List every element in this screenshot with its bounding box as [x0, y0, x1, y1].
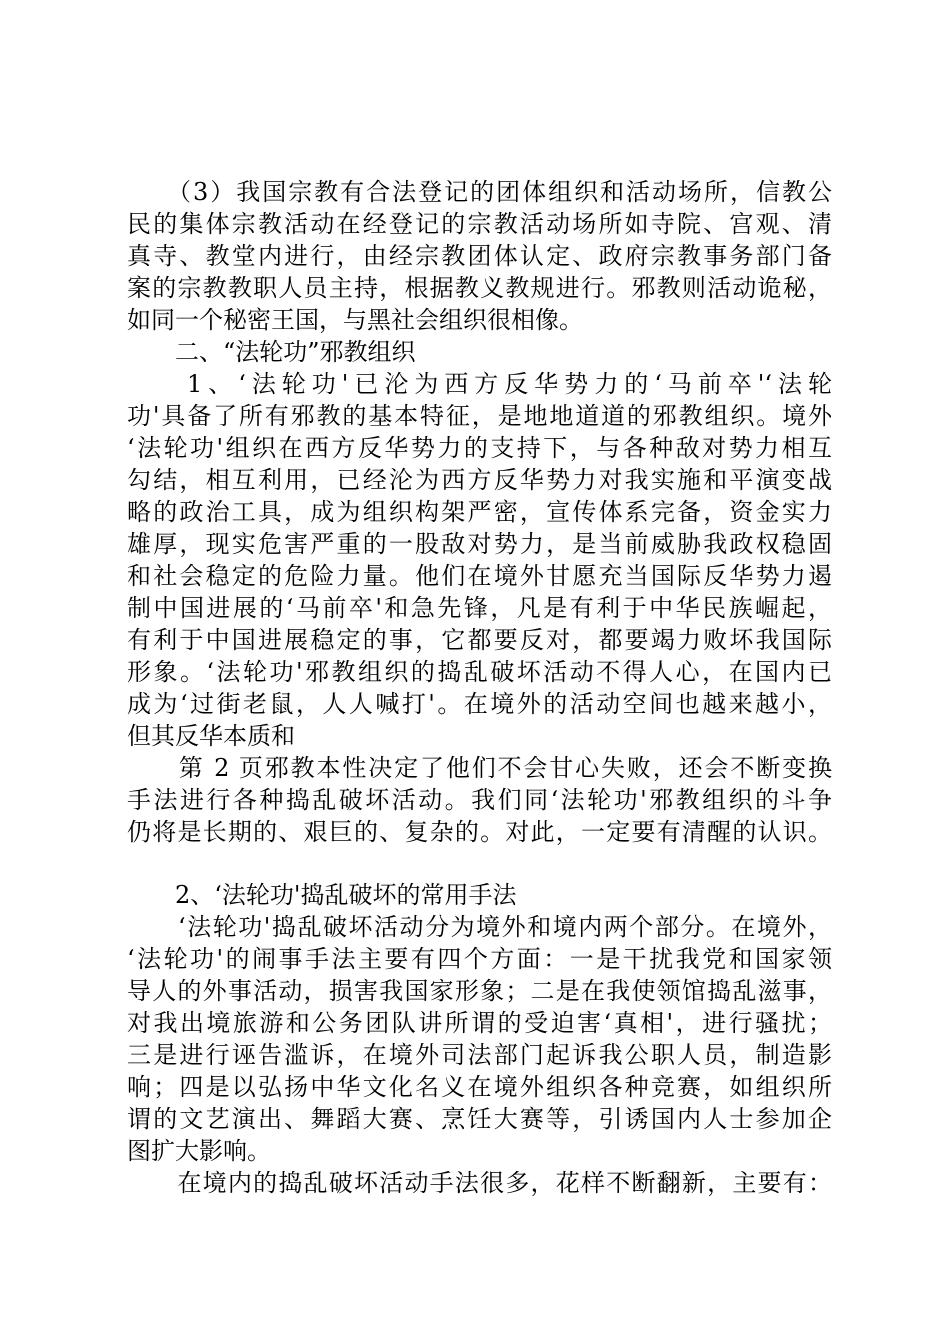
paragraph-3-line: 案的宗教教职人员主持，根据教义教规进行。邪教则活动诡秘，	[127, 274, 832, 302]
item-2-line: 响；四是以弘扬中华文化名义在境外组织各种竞赛，如组织所	[127, 1073, 832, 1101]
item-1-line: 略的政治工具，成为组织构架严密，宣传体系完备，资金实力	[127, 498, 832, 526]
item-1-line: 功'具备了所有邪教的基本特征，是地地道道的邪教组织。境外	[127, 402, 832, 430]
item-1-line: 和社会稳定的危险力量。他们在境外甘愿充当国际反华势力遏	[127, 562, 832, 590]
paragraph-3-line: 如同一个秘密王国，与黑社会组织很相像。	[127, 306, 583, 334]
item-2-line: 三是进行诬告滥诉，在境外司法部门起诉我公职人员，制造影	[127, 1041, 832, 1069]
item-1-line: 勾结，相互利用，已经沦为西方反华势力对我实施和平演变战	[127, 466, 832, 494]
page-break-line: 仍将是长期的、艰巨的、复杂的。对此，一定要有清醒的认识。	[127, 818, 832, 846]
item-1-line: 但其反华本质和	[127, 722, 295, 750]
paragraph-3-line: 民的集体宗教活动在经登记的宗教活动场所如寺院、宫观、清	[127, 210, 832, 238]
paragraph-3-line: （3）我国宗教有合法登记的团体组织和活动场所，信教公	[127, 178, 832, 206]
item-1-line: 形象。‘法轮功'邪教组织的捣乱破坏活动不得人心，在国内已	[127, 658, 832, 686]
section-heading: 二、“法轮功”邪教组织	[127, 338, 416, 366]
item-2-line: ‘法轮功'捣乱破坏活动分为境外和境内两个部分。在境外，	[127, 913, 832, 941]
item-1-line: 制中国进展的‘马前卒'和急先锋，凡是有利于中华民族崛起，	[127, 594, 832, 622]
item-1-line: 有利于中国进展稳定的事，它都要反对，都要竭力败坏我国际	[127, 626, 832, 654]
item-1-line: ‘法轮功'组织在西方反华势力的支持下，与各种敌对势力相互	[127, 434, 832, 462]
item-2-line: 导人的外事活动，损害我国家形象；二是在我使领馆捣乱滋事，	[127, 977, 832, 1005]
item-2-line: 谓的文艺演出、舞蹈大赛、烹饪大赛等，引诱国内人士参加企	[127, 1105, 832, 1133]
page-break-line: 手法进行各种捣乱破坏活动。我们同‘法轮功'邪教组织的斗争	[127, 786, 832, 814]
page-break-line: 第 2 页邪教本性决定了他们不会甘心失败，还会不断变换	[127, 754, 832, 782]
item-2-heading: 2、‘法轮功'捣乱破坏的常用手法	[127, 881, 517, 909]
item-1-line: 1、‘法轮功'已沦为西方反华势力的‘马前卒'‘法轮	[127, 370, 832, 398]
final-paragraph-line: 在境内的捣乱破坏活动手法很多，花样不断翻新，主要有：	[127, 1169, 832, 1197]
item-2-line: ‘法轮功'的闹事手法主要有四个方面：一是干扰我党和国家领	[127, 945, 832, 973]
item-2-line: 图扩大影响。	[127, 1137, 271, 1165]
paragraph-3-line: 真寺、教堂内进行，由经宗教团体认定、政府宗教事务部门备	[127, 242, 832, 270]
item-2-line: 对我出境旅游和公务团队讲所谓的受迫害‘真相'，进行骚扰；	[127, 1009, 832, 1037]
item-1-line: 成为‘过街老鼠，人人喊打'。在境外的活动空间也越来越小，	[127, 690, 832, 718]
item-1-line: 雄厚，现实危害严重的一股敌对势力，是当前威胁我政权稳固	[127, 530, 832, 558]
